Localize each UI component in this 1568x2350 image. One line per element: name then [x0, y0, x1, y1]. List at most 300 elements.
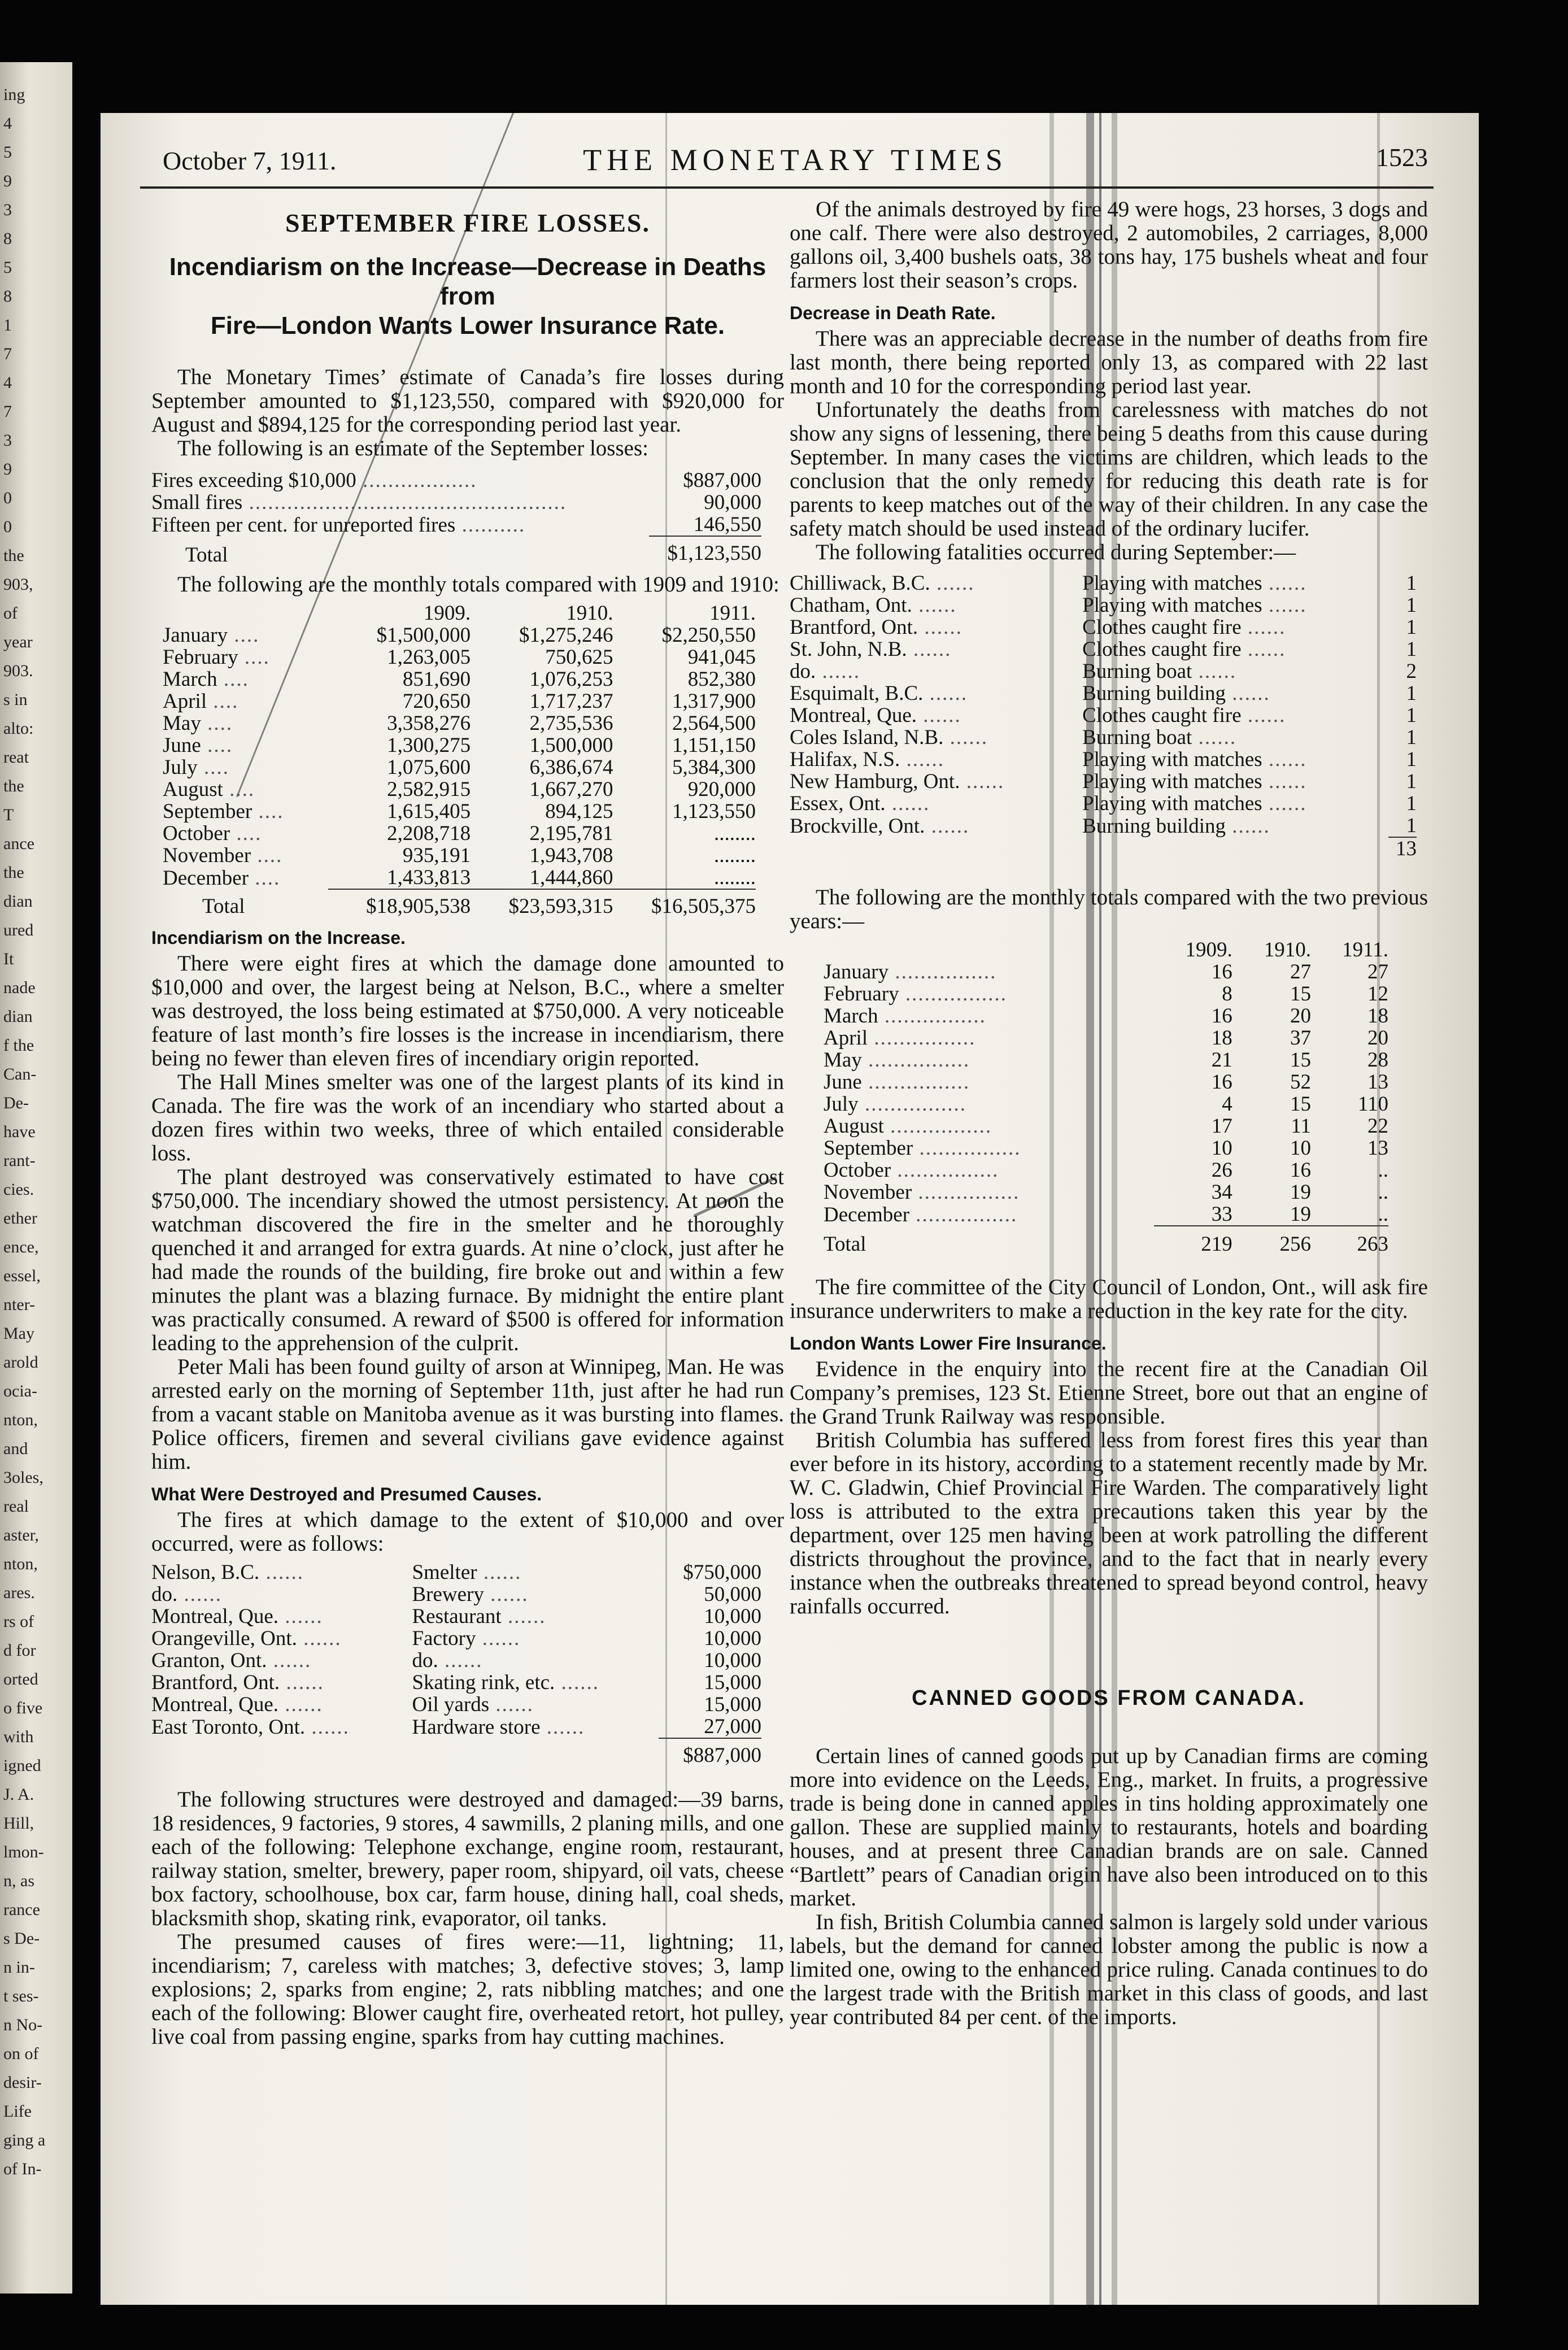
body-paragraph: Evidence in the enquiry into the recent fire at the Canadian Oil Company’s premises, 123 St. Etienne Street, bore out that an engine of the Grand Trunk Railway was responsible. — [790, 1357, 1428, 1429]
fire-place — [151, 1627, 412, 1650]
large-fire-row — [151, 1583, 761, 1605]
prev-page-fragment: ocia- — [3, 1382, 37, 1400]
deaths-value: 27 — [1290, 960, 1311, 983]
fatality-row — [790, 771, 1417, 793]
fatality-place — [790, 660, 1082, 682]
deaths-value: 33 — [1211, 1203, 1232, 1226]
deaths-month — [824, 1071, 1154, 1093]
prev-page-fragment: 4 — [3, 373, 12, 392]
fatality-row — [790, 682, 1417, 704]
prev-page-fragment: 0 — [3, 489, 12, 507]
fatality-place-text: Halifax, N.S. — [790, 748, 900, 771]
estimate-table — [151, 469, 761, 566]
leader-dots: .... — [251, 844, 283, 867]
monthly-value: 1,300,275 — [387, 734, 471, 757]
leader-dots: ...... — [885, 792, 930, 815]
monthly-value: 3,358,276 — [387, 712, 471, 735]
deaths-value: 4 — [1222, 1093, 1232, 1116]
monthly-value: 852,380 — [687, 668, 756, 691]
estimate-row — [151, 491, 761, 513]
prev-page-fragment: with — [3, 1727, 34, 1746]
monthly-value: $1,500,000 — [376, 624, 471, 647]
leader-dots: ...... — [438, 1649, 483, 1672]
large-fire-row — [151, 1561, 761, 1583]
fatality-count: 1 — [1406, 616, 1417, 639]
deaths-row — [824, 1159, 1388, 1181]
fatalities-lead: The following fatalities occurred during September:— — [816, 540, 1296, 564]
large-fire-row — [151, 1716, 761, 1738]
monthly-row — [163, 624, 756, 646]
monthly-total-label: Total — [202, 894, 245, 918]
fatality-row — [790, 793, 1417, 815]
month-label — [163, 624, 328, 646]
prev-page-fragment: 5 — [3, 258, 12, 277]
fire-what — [412, 1716, 658, 1738]
deaths-month-text: March — [824, 1004, 878, 1028]
fatality-count: 2 — [1406, 660, 1417, 683]
large-fire-row — [151, 1672, 761, 1694]
deaths-row — [824, 1005, 1388, 1027]
fire-place-text: Orangeville, Ont. — [151, 1627, 297, 1650]
destroyed-lead: The fires at which damage to the extent of $10,000 and over occurred, were as follows: — [151, 1508, 784, 1556]
leader-dots: ................ — [909, 1203, 1018, 1226]
prev-page-fragment: nade — [3, 978, 36, 997]
prev-page-fragment: 8 — [3, 287, 12, 306]
deaths-row — [824, 1203, 1388, 1226]
fire-what — [412, 1694, 658, 1716]
deaths-value: 19 — [1290, 1203, 1311, 1226]
large-fires-table — [151, 1561, 761, 1766]
fatality-cause — [1082, 572, 1388, 594]
fatality-cause — [1082, 638, 1388, 660]
leader-dots: ...... — [278, 1693, 323, 1716]
newspaper-page — [101, 113, 1479, 2305]
month-label — [163, 845, 328, 867]
col-header: 1910. — [566, 602, 613, 625]
fire-place — [151, 1605, 412, 1627]
fatality-count: 1 — [1406, 704, 1417, 727]
deaths-value: 27 — [1367, 960, 1388, 983]
leader-dots: ...... — [1192, 660, 1237, 683]
prev-page-fragment: desir- — [3, 2073, 42, 2092]
estimate-label — [151, 513, 649, 536]
fire-amount: 10,000 — [704, 1649, 761, 1672]
prev-page-fragment: n, as — [3, 1872, 34, 1890]
leader-dots: ...... — [1262, 572, 1307, 595]
leader-dots: ...... — [484, 1583, 529, 1606]
monthly-row — [163, 668, 756, 690]
death-rate-heading: Decrease in Death Rate. — [790, 303, 996, 323]
leader-dots: ................ — [891, 1159, 999, 1182]
monthly-row — [163, 712, 756, 734]
body-paragraph: In fish, British Columbia canned salmon is largely sold under various labels, but the demand for canned lobster among the public is now a limited one, owing to the enhanced price ruling. Canada continues to do the largest trade with the British market in this class of goods, and last year contributed 84 per cent. of the imports. — [790, 1910, 1428, 2029]
deaths-value: 15 — [1290, 982, 1311, 1006]
fire-place-text: Montreal, Que. — [151, 1605, 279, 1628]
fire-amount: 50,000 — [704, 1583, 761, 1606]
prev-page-fragment: aster, — [3, 1526, 39, 1544]
monthly-total-row — [163, 889, 756, 917]
deaths-total: 263 — [1311, 1226, 1388, 1255]
prev-page-fragment: the — [3, 863, 24, 882]
fatality-place-text: Brantford, Ont. — [790, 616, 918, 639]
monthly-total: $23,593,315 — [471, 889, 613, 917]
deaths-month-text: February — [824, 982, 899, 1006]
deaths-value: 22 — [1367, 1115, 1388, 1138]
deaths-month — [824, 1203, 1154, 1226]
leader-dots: ...... — [1241, 616, 1286, 639]
leader-dots: .... — [249, 866, 281, 890]
leader-dots: ...... — [305, 1715, 350, 1739]
fire-amount: $750,000 — [683, 1561, 761, 1584]
fire-place — [151, 1583, 412, 1605]
deaths-header-row — [824, 939, 1388, 961]
deaths-month — [824, 961, 1154, 983]
prev-page-fragment: ence, — [3, 1238, 39, 1256]
deaths-value: 15 — [1290, 1093, 1311, 1116]
monthly-header-row — [163, 602, 756, 624]
deaths-month-text: November — [824, 1181, 912, 1204]
fatality-cause-text: Burning boat — [1082, 726, 1192, 749]
leader-dots: ...... — [960, 770, 1005, 793]
prev-page-fragment: the — [3, 546, 24, 565]
deaths-total-row — [824, 1226, 1388, 1255]
estimate-total-row — [151, 536, 761, 566]
fatality-place — [790, 748, 1082, 771]
prev-page-fragment: and — [3, 1439, 28, 1458]
large-fire-row — [151, 1650, 761, 1672]
leader-dots: ...... — [917, 704, 961, 727]
fatality-cause — [1082, 704, 1388, 726]
monthly-row — [163, 867, 756, 889]
monthly-value: 1,717,237 — [529, 690, 613, 713]
monthly-value: 5,384,300 — [672, 756, 756, 779]
month-label-text: May — [163, 712, 201, 735]
prev-page-fragment: rs of — [3, 1612, 34, 1631]
leader-dots: ...... — [1262, 748, 1307, 771]
monthly-value: 1,263,005 — [387, 646, 471, 669]
deck-line: Incendiarism on the Increase—Decrease in Deaths from — [169, 253, 766, 310]
body-paragraph: British Columbia has suffered less from forest fires this year than ever before in its history, according to a statement recently made by Mr. W. C. Gladwin, Chief Provincial Fire Warden. The comparatively light loss is attributed to the extra precautions taken this year by the department, over 125 men having been at work patrolling the different districts throughout the province, and to the fact that in nearly every instance when the outbreaks threatened to spread beyond control, heavy rainfalls occurred. — [790, 1428, 1428, 1618]
fatality-cause-text: Burning building — [1082, 814, 1226, 838]
prev-page-fragment: May — [3, 1324, 34, 1343]
month-label-text: July — [163, 756, 198, 779]
prev-page-fragment: 4 — [3, 114, 12, 133]
deaths-month — [824, 1093, 1154, 1115]
prev-page-fragment: s in — [3, 690, 28, 709]
month-label-text: October — [163, 822, 230, 845]
leader-dots: ................ — [883, 1115, 992, 1138]
prev-page-fragment: o five — [3, 1699, 43, 1717]
fatality-place-text: Chilliwack, B.C. — [790, 572, 930, 595]
deaths-value: 17 — [1211, 1115, 1232, 1138]
fatality-cause-text: Playing with matches — [1082, 572, 1262, 595]
month-label — [163, 646, 328, 668]
fatality-place-text: St. John, N.B. — [790, 638, 907, 661]
fatality-cause-text: Playing with matches — [1082, 770, 1262, 793]
deaths-row — [824, 1181, 1388, 1203]
prev-page-fragment: f the — [3, 1036, 34, 1055]
leader-dots: .... — [252, 800, 284, 823]
issue-date: October 7, 1911. — [163, 146, 337, 175]
deaths-month — [824, 1159, 1154, 1181]
deaths-value: 19 — [1290, 1181, 1311, 1204]
month-label — [163, 734, 328, 756]
canned-goods-title: CANNED GOODS FROM CANADA. — [912, 1686, 1306, 1710]
monthly-value: 1,151,150 — [672, 734, 756, 757]
deaths-value: 20 — [1290, 1004, 1311, 1028]
leader-dots: ...... — [267, 1649, 312, 1672]
month-label-text: June — [163, 734, 201, 757]
deaths-month-text: December — [824, 1203, 910, 1226]
monthly-row — [163, 756, 756, 778]
monthly-value: 2,735,536 — [529, 712, 613, 735]
leader-dots: .... — [197, 756, 229, 779]
estimate-total-label: Total — [185, 543, 228, 567]
fatality-count: 1 — [1406, 770, 1417, 793]
fatality-cause-text: Clothes caught fire — [1082, 638, 1242, 661]
leader-dots: ...... — [1262, 792, 1307, 815]
month-label — [163, 800, 328, 822]
fire-what-text: Factory — [412, 1627, 476, 1650]
deaths-value: 34 — [1211, 1181, 1232, 1204]
prev-page-fragment: 0 — [3, 517, 12, 536]
monthly-value: 941,045 — [687, 646, 756, 669]
prev-page-fragment: s De- — [3, 1929, 40, 1948]
prev-page-fragment: 5 — [3, 143, 12, 162]
right-column — [790, 198, 1428, 2029]
prev-page-fragment: T — [3, 806, 14, 824]
article-deck — [151, 253, 784, 341]
deaths-row — [824, 1071, 1388, 1093]
deaths-row — [824, 1115, 1388, 1137]
fatality-cause-text: Clothes caught fire — [1082, 704, 1242, 727]
prev-page-fragment: Hill, — [3, 1814, 34, 1833]
monthly-value: 2,208,718 — [387, 822, 471, 845]
running-head — [163, 130, 1428, 175]
prev-page-fragment: Can- — [3, 1065, 37, 1083]
fatality-row — [790, 572, 1417, 594]
leader-dots: ...... — [923, 682, 968, 705]
prev-page-fragment: nton, — [3, 1411, 38, 1429]
estimate-value: 90,000 — [704, 491, 761, 514]
monthly-value: 1,444,860 — [529, 866, 613, 889]
prev-page-fragment: 9 — [3, 460, 12, 478]
body-paragraph: Peter Mali has been found guilty of arson at Winnipeg, Man. He was arrested early on the morning of September 11th, just after he had run from a vacant stable on Manitoba avenue as it was bursting into flames. Police officers, firemen and several civilians gave evidence against him. — [151, 1355, 784, 1474]
prev-page-fragment: 3oles, — [3, 1468, 43, 1487]
fire-amount: 27,000 — [704, 1715, 761, 1738]
fire-place — [151, 1650, 412, 1672]
prev-page-fragment: dian — [3, 892, 33, 911]
prev-page-fragment: 1 — [3, 316, 12, 334]
fatality-row — [790, 638, 1417, 660]
fatality-place — [790, 616, 1082, 638]
deaths-value: 16 — [1211, 960, 1232, 983]
monthly-value: 6,386,674 — [529, 756, 613, 779]
leader-dots: ...... — [476, 1627, 521, 1650]
monthly-lead: The following are the monthly totals compared with 1909 and 1910: — [177, 572, 779, 597]
fire-place-text: do. — [151, 1583, 178, 1606]
fatality-place — [790, 793, 1082, 815]
prev-page-fragment: 3 — [3, 201, 12, 219]
fatality-count: 1 — [1406, 638, 1417, 661]
month-label-text: September — [163, 800, 252, 823]
fatality-count: 1 — [1406, 792, 1417, 815]
fatality-row — [790, 748, 1417, 771]
prev-page-fragment: 3 — [3, 431, 12, 450]
body-paragraph: There were eight fires at which the damage done amounted to $10,000 and over, the largest being at Nelson, B.C., where a smelter was destroyed, the loss being estimated at $750,000. A very noticeable feature of last month’s fire losses is the increase in incendiarism, there being no fewer than eleven fires of incendiary origin reported. — [151, 951, 784, 1070]
fatality-cause — [1082, 748, 1388, 771]
fatality-cause — [1082, 682, 1388, 704]
leader-dots: ...... — [907, 638, 952, 661]
leader-dots: ................ — [861, 1048, 970, 1072]
leader-dots: ................ — [912, 1181, 1020, 1204]
monthly-value: 1,943,708 — [529, 844, 613, 867]
month-label-text: January — [163, 624, 228, 647]
month-label — [163, 778, 328, 800]
fatality-place-text: Esquimalt, B.C. — [790, 682, 924, 705]
monthly-value: 1,500,000 — [529, 734, 613, 757]
leader-dots: ................ — [913, 1137, 1021, 1160]
month-label-text: August — [163, 778, 223, 801]
fatality-place-text: do. — [790, 660, 816, 683]
leader-dots: ................ — [888, 960, 997, 983]
monthly-row — [163, 646, 756, 668]
estimate-value: $887,000 — [683, 469, 761, 492]
col-header: 1911. — [709, 602, 756, 625]
fatality-cause — [1082, 660, 1388, 682]
fatality-row — [790, 815, 1417, 837]
leader-dots: .... — [238, 646, 270, 669]
month-label — [163, 867, 328, 889]
deaths-value: 37 — [1290, 1026, 1311, 1050]
monthly-value: 720,650 — [402, 690, 471, 713]
leader-dots: .... — [217, 668, 249, 691]
col-header: 1911. — [1342, 938, 1388, 961]
leader-dots: .... — [201, 734, 233, 757]
leader-dots: .... — [201, 712, 233, 735]
fire-place — [151, 1672, 412, 1694]
leader-dots: ...... — [1262, 594, 1307, 617]
leader-dots: ...... — [943, 726, 988, 749]
prev-page-fragment: of In- — [3, 2160, 42, 2178]
fatality-count: 1 — [1406, 594, 1417, 617]
prev-page-fragment: 903. — [3, 662, 33, 680]
prev-page-fragment: ether — [3, 1209, 37, 1228]
fatality-place — [790, 594, 1082, 616]
monthly-value: 2,195,781 — [529, 822, 613, 845]
leader-dots: ...... — [280, 1671, 324, 1694]
leader-dots: ...... — [900, 748, 944, 771]
estimate-label — [151, 491, 649, 513]
fatality-row — [790, 704, 1417, 726]
deaths-row — [824, 1137, 1388, 1159]
monthly-value: 1,615,405 — [387, 800, 471, 823]
prev-page-fragment: 9 — [3, 172, 12, 190]
deaths-total: 256 — [1232, 1226, 1311, 1255]
estimate-total-value: $1,123,550 — [649, 536, 761, 566]
fire-what-text: Smelter — [412, 1561, 477, 1584]
month-label — [163, 756, 328, 778]
monthly-value: 1,123,550 — [672, 800, 756, 823]
fatality-cause-text: Burning boat — [1082, 660, 1192, 683]
monthly-value: ........ — [714, 844, 756, 867]
fire-amount: 10,000 — [704, 1605, 761, 1628]
fatality-cause-text: Clothes caught fire — [1082, 616, 1242, 639]
fire-what — [412, 1672, 658, 1694]
fatality-cause — [1082, 771, 1388, 793]
deaths-value: 52 — [1290, 1070, 1311, 1094]
leader-dots: ...... — [1262, 770, 1307, 793]
fatality-cause-text: Playing with matches — [1082, 792, 1262, 815]
fatality-row — [790, 616, 1417, 638]
col-header: 1909. — [423, 602, 471, 625]
prev-page-fragment: nton, — [3, 1555, 38, 1573]
deaths-value: .. — [1378, 1203, 1388, 1226]
prev-page-fragment: year — [3, 633, 33, 651]
deaths-monthly-table — [824, 939, 1388, 1255]
fatality-cause — [1082, 815, 1388, 837]
prev-page-fragment: ares. — [3, 1583, 35, 1602]
fatality-row — [790, 660, 1417, 682]
monthly-value: 1,667,270 — [529, 778, 613, 801]
fatalities-total: 13 — [1388, 837, 1417, 860]
prev-page-fragment: of — [3, 604, 18, 623]
fatality-cause — [1082, 726, 1388, 748]
deaths-value: 10 — [1211, 1137, 1232, 1160]
leader-dots: ...... — [555, 1671, 600, 1694]
deaths-value: 10 — [1290, 1137, 1311, 1160]
leader-dots: ...... — [540, 1715, 585, 1739]
fire-place-text: Brantford, Ont. — [151, 1671, 280, 1694]
prev-page-fragment: lmon- — [3, 1843, 44, 1861]
fatality-cause-text: Burning building — [1082, 682, 1226, 705]
monthly-value: 1,075,600 — [387, 756, 471, 779]
fire-place-text: East Toronto, Ont. — [151, 1715, 306, 1739]
masthead: THE MONETARY TIMES — [583, 143, 1008, 177]
monthly-row — [163, 734, 756, 756]
causes-paragraph: The presumed causes of fires were:—11, lightning; 11, incendiarism; 7, careless with matches; 3, defective stoves; 3, lamp explosions; 2, sparks from engine; 2, rats nibbling matches; and one each of the following: Blower caught fire, overheated retort, hot pulley, live coal from passing engine, sparks from hay cutting machines. — [151, 1930, 784, 2049]
deaths-value: 16 — [1211, 1070, 1232, 1094]
leader-dots: ...... — [278, 1605, 323, 1628]
deaths-value: 16 — [1211, 1004, 1232, 1028]
deaths-month-text: July — [824, 1093, 859, 1116]
london-intro: The fire committee of the City Council of London, Ont., will ask fire insurance underwriters to make a reduction in the key rate for the city. — [790, 1275, 1428, 1323]
leader-dots: .................................................. — [242, 491, 567, 514]
fatality-place — [790, 572, 1082, 594]
fatality-place-text: Coles Island, N.B. — [790, 726, 944, 749]
prev-page-fragment: t ses- — [3, 1987, 39, 2005]
article-title: SEPTEMBER FIRE LOSSES. — [285, 208, 651, 237]
leader-dots: ...... — [912, 594, 957, 617]
prev-page-fragment: ured — [3, 921, 34, 939]
col-header: 1909. — [1185, 938, 1232, 961]
month-label-text: March — [163, 668, 217, 691]
estimate-label — [151, 469, 649, 491]
monthly-value: 1,317,900 — [672, 690, 756, 713]
fire-what-text: Oil yards — [412, 1693, 490, 1716]
monthly-value: 894,125 — [545, 800, 613, 823]
deaths-month-text: June — [824, 1070, 862, 1094]
fire-place-text: Granton, Ont. — [151, 1649, 267, 1672]
leader-dots: ................ — [861, 1070, 970, 1094]
deaths-month — [824, 1005, 1154, 1027]
prev-page-fragment: the — [3, 777, 24, 795]
fire-what — [412, 1627, 658, 1650]
deaths-value: .. — [1378, 1159, 1388, 1182]
fatality-count: 1 — [1406, 748, 1417, 771]
fatality-place — [790, 726, 1082, 748]
prev-page-fragment: ance — [3, 834, 34, 853]
